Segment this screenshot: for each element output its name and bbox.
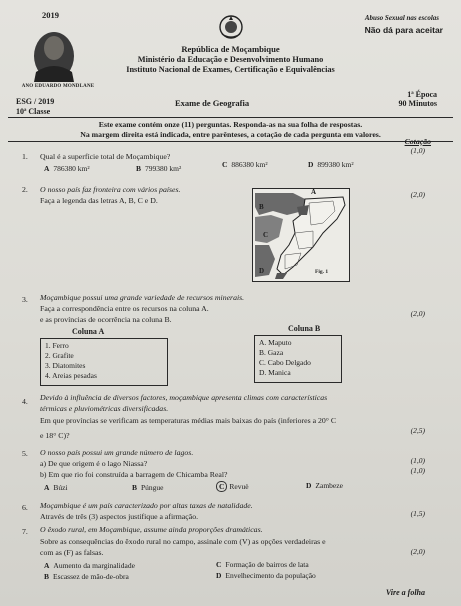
q3-colA-item: 1. Ferro: [45, 341, 69, 350]
cotacao-label: Cotação: [404, 137, 431, 146]
exam-code: ESG / 2019: [16, 97, 55, 106]
q2-text: O nosso país faz fronteira com vários países.: [40, 185, 181, 194]
q1-option-d-letter: D: [308, 160, 314, 169]
q1-option-d-text: 899380 km²: [317, 160, 354, 169]
map-label-b: B: [259, 203, 264, 211]
q7-option-d[interactable]: [216, 571, 316, 580]
q1-option-b-letter: B: [136, 164, 142, 173]
q1-option-c[interactable]: [222, 160, 268, 169]
q4-text2: térmicas e pluviométricas diversificadas.: [40, 404, 169, 413]
q3-number: 3.: [22, 295, 28, 304]
q5-option-b-letter: B: [132, 483, 138, 492]
q4-number: 4.: [22, 397, 28, 406]
q6-text2: Através de três (3) aspectos justifique a afirmação.: [40, 512, 199, 521]
map-label-c: C: [263, 231, 269, 239]
q5-option-b-text: Púngue: [141, 483, 164, 492]
notice-line1: Este exame contém onze (11) perguntas. Responda-as na sua folha de respostas.: [98, 120, 363, 129]
q1-option-c-letter: C: [222, 160, 228, 169]
q3-colB-title: Coluna B: [288, 324, 321, 333]
map-label-a: A: [311, 188, 317, 196]
q5-a-score: (1,0): [410, 456, 425, 465]
q5-number: 5.: [22, 449, 28, 458]
q3-colB-item: A. Maputo: [259, 338, 292, 347]
exam-duration: 90 Minutos: [398, 99, 437, 108]
q7-option-a-text: Aumento da marginalidade: [53, 561, 135, 570]
q7-option-d-text: Envelhecimento da população: [225, 571, 316, 580]
q5-option-d-letter: D: [306, 481, 312, 490]
q2-number: 2.: [22, 185, 28, 194]
q5-option-a-letter: A: [44, 483, 50, 492]
exam-title: Exame de Geografia: [175, 98, 250, 108]
q1-option-c-text: 886380 km²: [231, 160, 268, 169]
q3-colA-item: 2. Grafite: [45, 351, 74, 360]
q1-option-d[interactable]: [308, 160, 354, 169]
map-fig-label: Fig. 1: [315, 269, 329, 275]
q7-text3: com as (F) as falsas.: [40, 548, 104, 557]
seal-year: 2019: [42, 10, 59, 20]
q7-option-b-letter: B: [44, 572, 50, 581]
q5-b-score: (1,0): [410, 466, 425, 475]
header-line2: Ministério da Educação e Desenvolvimento Humano: [137, 55, 324, 64]
q1-option-a-text: 786380 km²: [53, 164, 90, 173]
q3-colA-item: 4. Areias pesadas: [45, 371, 97, 380]
q6-number: 6.: [22, 503, 28, 512]
slogan-line1: Abuso Sexual nas escolas: [364, 14, 439, 22]
q3-text: Moçambique possui uma grande variedade de recursos minerais.: [40, 293, 245, 302]
divider-top: [8, 117, 453, 118]
seal-ring-text: ANO EDUARDO MONDLANE: [21, 84, 95, 89]
q5-option-c-text: Revuè: [229, 482, 249, 491]
q3-text2: Faça a correspondência entre os recursos na coluna A.: [40, 304, 209, 313]
header-line3: Instituto Nacional de Exames, Certificação e Equivalências: [126, 65, 335, 74]
q7-option-c[interactable]: [216, 560, 309, 569]
q3-colA-title: Coluna A: [72, 327, 105, 336]
q7-number: 7.: [22, 527, 28, 536]
q5-option-c[interactable]: [216, 482, 249, 491]
q5-option-d[interactable]: [306, 481, 343, 490]
q7-option-c-letter: C: [216, 560, 222, 569]
q3-text3: e as províncias de ocorrência na coluna B.: [40, 315, 172, 324]
q6-text: Moçambique é um país caracterizado por altas taxas de natalidade.: [40, 501, 253, 510]
q4-text3: Em que províncias se verificam as temperaturas médias mais baixas do país (inferiores a 20° C: [40, 416, 337, 425]
divider-bottom: [8, 141, 453, 142]
coat-of-arms-icon: [218, 14, 244, 40]
q7-text2: Sobre as consequências do êxodo rural no campo, assinale com (V) as opções verdadeiras e: [40, 537, 326, 546]
q3-score: (2,0): [410, 309, 425, 318]
q3-colB-item: D. Manica: [259, 368, 291, 377]
q7-option-b[interactable]: [44, 572, 129, 581]
q7-option-c-text: Formação de bairros de lata: [225, 560, 309, 569]
q1-option-b[interactable]: [136, 164, 181, 173]
q3-colA-item: 3. Diatomites: [45, 361, 86, 370]
q5-option-a-text: Búzi: [53, 483, 68, 492]
q4-score: (2,5): [410, 426, 425, 435]
map-label-d: D: [259, 267, 265, 275]
q7-option-b-text: Escassez de mão-de-obra: [53, 572, 129, 581]
q5-text: O nosso país possui um grande número de lagos.: [40, 448, 194, 457]
q5-option-d-text: Zambeze: [315, 481, 343, 490]
q2-score: (2,0): [410, 190, 425, 199]
q7-option-d-letter: D: [216, 571, 222, 580]
q1-number: 1.: [22, 152, 28, 161]
slogan-line2: Não dá para aceitar: [364, 25, 443, 35]
q3-colB-item: B. Gaza: [259, 348, 284, 357]
header-line1: República de Moçambique: [181, 44, 280, 54]
q5-option-b[interactable]: [132, 483, 164, 492]
q7-option-a-letter: A: [44, 561, 50, 570]
q3-colB-item: C. Cabo Delgado: [259, 358, 311, 367]
q4-text4: e 18° C)?: [40, 431, 70, 440]
q4-text: Devido à influência de diversos factores, moçambique apresenta climas com características: [40, 393, 328, 402]
q2-text2: Faça a legenda das letras A, B, C e D.: [40, 196, 158, 205]
q3-colA-box: [40, 338, 168, 386]
q1-score: (1,0): [410, 146, 425, 155]
q7-text: O êxodo rural, em Moçambique, assume ainda proporções dramáticas.: [40, 525, 263, 534]
q6-score: (1,5): [410, 509, 425, 518]
notice-line2: Na margem direita está indicada, entre parênteses, a cotação de cada pergunta em valores.: [80, 130, 381, 139]
turn-page-text: Vire a folha: [385, 588, 425, 597]
q1-option-a[interactable]: [44, 164, 90, 173]
q5-option-a[interactable]: [44, 483, 68, 492]
q1-option-a-letter: A: [44, 164, 50, 173]
map-figure: [252, 188, 350, 282]
q1-option-b-text: 799380 km²: [145, 164, 182, 173]
q5-a: a) De que origem é o lago Niassa?: [40, 459, 148, 468]
exam-class: 10ª Classe: [16, 107, 51, 116]
exam-epoch: 1ª Época: [407, 90, 437, 99]
q3-colB-box: [254, 335, 342, 383]
q7-option-a[interactable]: [44, 561, 135, 570]
q5-option-c-letter: C: [216, 481, 227, 492]
q5-b: b) Em que rio foi construída a barragem de Chicamba Real?: [40, 470, 228, 479]
q7-score: (2,0): [410, 547, 425, 556]
q1-text: Qual é a superfície total de Moçambique?: [40, 152, 171, 161]
